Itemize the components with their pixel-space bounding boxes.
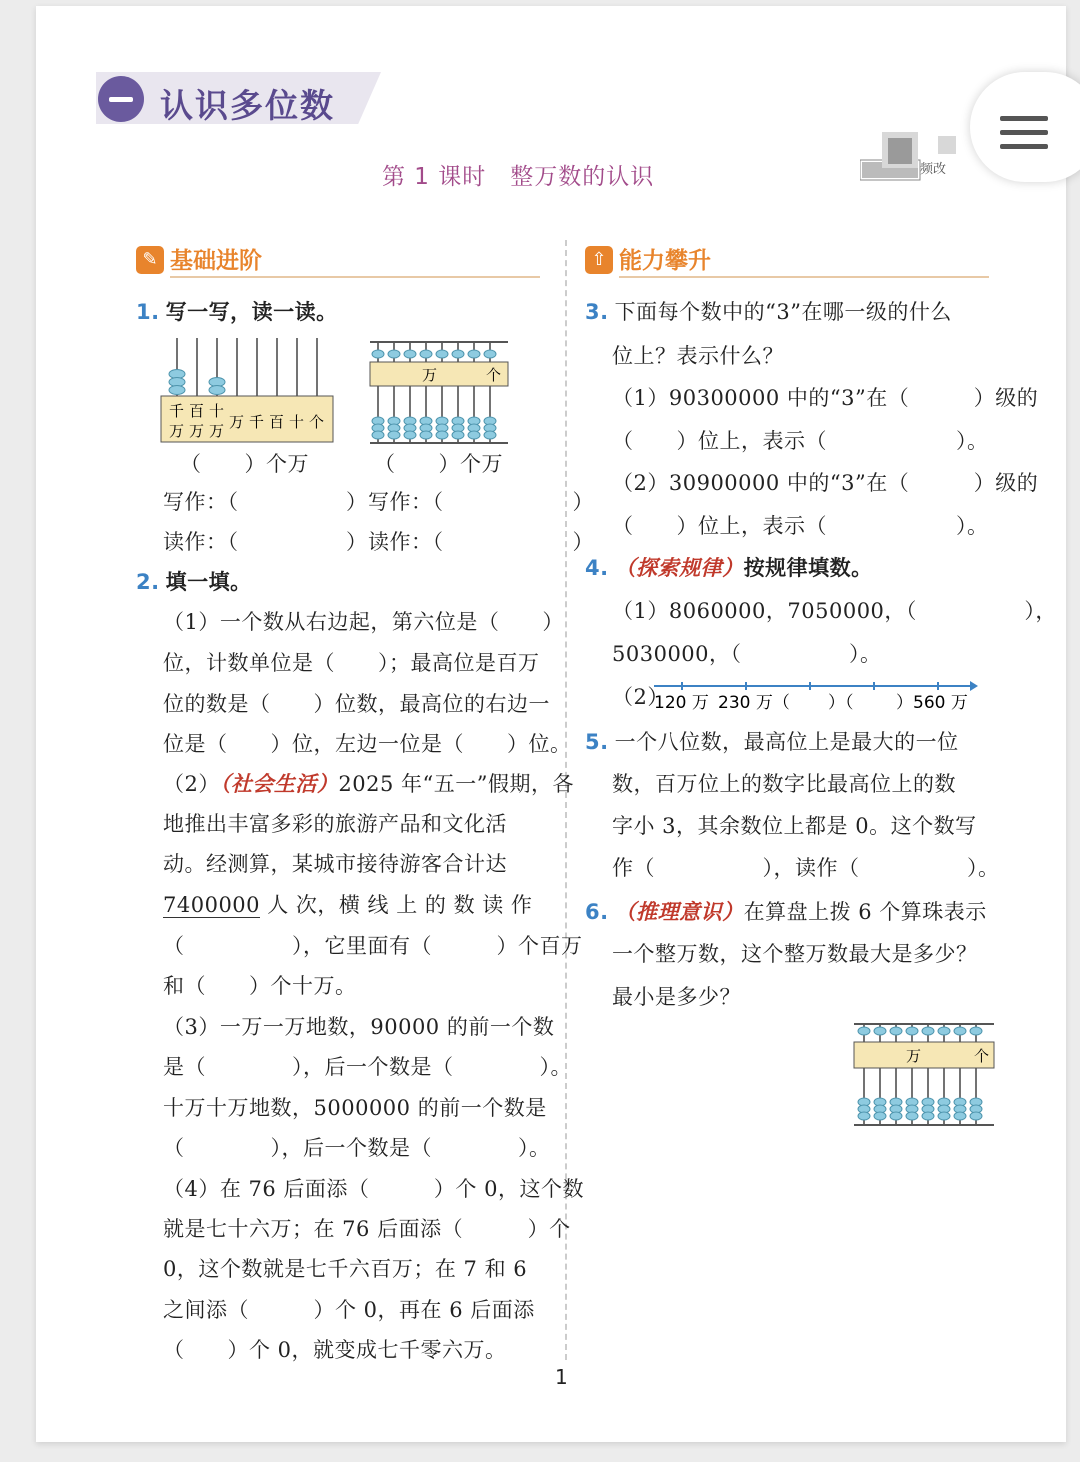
q2-line: 地推出丰富多彩的旅游产品和文化活 (163, 812, 507, 836)
q2-2-number-line (163, 889, 532, 919)
q1-read-a: 读作：（ ） (163, 530, 368, 554)
section-advanced-underline (619, 276, 989, 278)
q3-text: 下面每个数中的“3”在哪一级的什么 (614, 300, 952, 324)
q4-heading (585, 552, 873, 582)
q2-heading (136, 566, 252, 596)
unit-number-dash (109, 97, 133, 102)
q2-line: （ ）个 0，就变成七千零六万。 (163, 1338, 507, 1362)
q3-heading (585, 296, 952, 326)
q4-2-label: （2） (612, 685, 669, 709)
abacus1-bottom-label-1: 万 (189, 422, 205, 440)
abacus1-bottom-label-0: 万 (169, 422, 185, 440)
lesson-title: 第 1 课时 整万数的认识 (382, 164, 655, 190)
q2-line: （1）一个数从右边起，第六位是（ ） (163, 610, 564, 634)
q2-line: 是（ ），后一个数是（ ）。 (163, 1055, 572, 1079)
q3-line: （ ）位上，表示（ ）。 (612, 429, 989, 453)
q2-title: 填一填。 (165, 570, 252, 594)
q5-number: 5. (585, 730, 609, 754)
q4-number-line (652, 680, 978, 714)
menu-icon-line-3 (1000, 144, 1048, 149)
tag-reasoning: （推理意识） (614, 899, 744, 924)
section-basic-underline (170, 276, 540, 278)
unit-title: 认识多位数 (160, 86, 335, 125)
abacus2-wan-label: 万 (422, 366, 438, 384)
q3-line: （1）90300000 中的“3”在（ ）级的 (612, 386, 1039, 410)
q3-line: （ ）位上，表示（ ）。 (612, 514, 989, 538)
menu-icon-line-1 (1000, 116, 1048, 121)
numberline-label-230: 230 万（ (718, 693, 790, 713)
q2-line: 就是七十六万；在 76 后面添（ ）个 (163, 1217, 571, 1241)
up-arrow-icon: ⇧ (585, 246, 613, 274)
q6-number: 6. (585, 900, 609, 924)
pencil-icon: ✎ (136, 246, 164, 274)
q2-line: 之间添（ ）个 0，再在 6 后面添 (163, 1298, 535, 1322)
q4-line: 5030000，（ ）。 (612, 642, 882, 666)
menu-icon-line-2 (1000, 130, 1048, 135)
abacus3-wan-label: 万 (906, 1047, 922, 1065)
q4-title: 按规律填数。 (743, 556, 873, 580)
q1-write-a: 写作：（ ） (163, 490, 368, 514)
q2-2-line (163, 768, 574, 798)
abacus-1 (160, 336, 336, 444)
abacus1-top-label-1: 百 (189, 402, 205, 420)
q2-number: 2. (136, 570, 160, 594)
abacus2-ge-label: 个 (486, 366, 502, 384)
q1-count-b: （ ）个万 (374, 452, 503, 476)
q2-2-text: 人 次，横 线 上 的 数 读 作 (260, 893, 533, 917)
abacus3-ge-label: 个 (974, 1047, 990, 1065)
q2-2-label: （2） (163, 772, 220, 796)
q4-number: 4. (585, 556, 609, 580)
abacus-2 (368, 340, 512, 446)
tag-social-life: （社会生活） (219, 771, 339, 796)
q6-heading (585, 896, 987, 926)
floating-menu-button[interactable] (970, 72, 1080, 182)
q6-line: 一个整万数，这个整万数最大是多少？ (612, 942, 978, 966)
q6-text: 在算盘上拨 6 个算珠表示 (743, 900, 987, 924)
q2-2-text: 2025 年“五一”假期，各 (338, 772, 574, 796)
tag-explore-pattern: （探索规律） (614, 555, 744, 580)
q2-line: （3）一万一万地数，90000 的前一个数 (163, 1015, 555, 1039)
q5-line: 作（ ），读作（ ）。 (612, 856, 1000, 880)
q5-heading (585, 726, 959, 756)
numberline-label-560: ）560 万 (896, 693, 968, 713)
abacus1-top-label-0: 千 (169, 402, 185, 420)
q3-line: （2）30900000 中的“3”在（ ）级的 (612, 471, 1039, 495)
q3-number: 3. (585, 300, 609, 324)
q2-line: （ ），它里面有（ ）个百万 (163, 934, 583, 958)
q2-line: 位，计数单位是（ ）；最高位是百万 (163, 651, 540, 675)
q1-read-b: 读作：（ ） (368, 530, 594, 554)
visitor-number: 7400000 (163, 893, 261, 917)
section-basic-title: 基础进阶 (170, 248, 262, 274)
q1-count-a: （ ）个万 (180, 452, 309, 476)
q2-line: 和（ ）个十万。 (163, 974, 357, 998)
q2-line: 0，这个数就是七千六百万；在 7 和 6 (163, 1257, 528, 1281)
q2-line: 十万十万地数，5000000 的前一个数是 (163, 1096, 547, 1120)
q1-title: 写一写，读一读。 (165, 300, 338, 324)
q5-text: 一个八位数，最高位上是最大的一位 (614, 730, 959, 754)
numberline-label-120: 120 万 (654, 693, 709, 713)
abacus1-right-label-3: 十 (289, 413, 305, 431)
q2-line: 位的数是（ ）位数，最高位的右边一 (163, 692, 550, 716)
q5-line: 数，百万位上的数字比最高位上的数 (612, 772, 956, 796)
abacus-3 (852, 1022, 998, 1128)
q3-line: 位上？表示什么？ (612, 344, 784, 368)
q1-number: 1. (136, 300, 160, 324)
section-advanced-title: 能力攀升 (619, 248, 711, 274)
q2-line: （4）在 76 后面添（ ）个 0，这个数 (163, 1177, 584, 1201)
qr-label: 频改 (920, 162, 947, 177)
q1-heading (136, 296, 338, 326)
q4-line: （1）8060000，7050000，（ ）， (612, 599, 1057, 623)
abacus1-right-label-4: 个 (309, 413, 325, 431)
q6-line: 最小是多少？ (612, 985, 741, 1009)
abacus1-right-label-1: 千 (249, 413, 265, 431)
q2-line: 位是（ ）位，左边一位是（ ）位。 (163, 732, 572, 756)
abacus1-top-label-2: 十 (209, 402, 225, 420)
numberline-blank: ）（ (828, 693, 854, 713)
page-number: 1 (555, 1365, 568, 1389)
q2-line: 动。经测算，某城市接待游客合计达 (163, 852, 507, 876)
q5-line: 字小 3，其余数位上都是 0。这个数写 (612, 814, 977, 838)
abacus1-bottom-label-2: 万 (209, 422, 225, 440)
abacus1-right-label-2: 百 (269, 413, 285, 431)
abacus1-right-label-0: 万 (229, 413, 245, 431)
q2-line: （ ），后一个数是（ ）。 (163, 1136, 551, 1160)
q1-write-b: 写作：（ ） (368, 490, 594, 514)
